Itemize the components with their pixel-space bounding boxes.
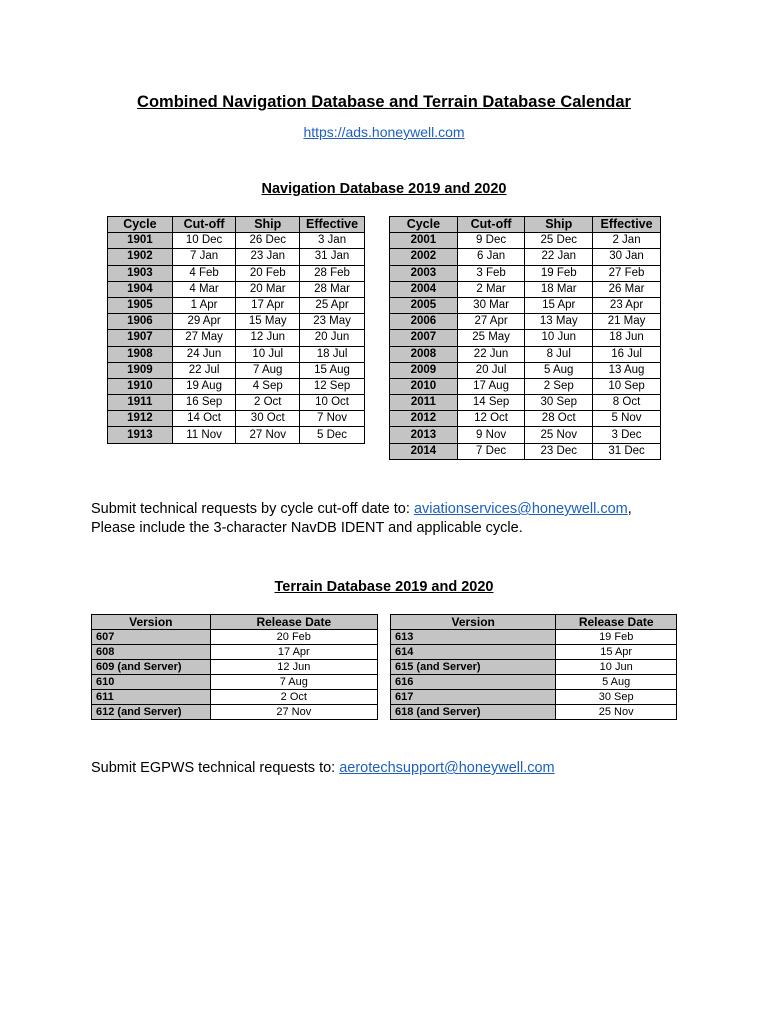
cell-cutoff: 19 Aug xyxy=(172,378,236,394)
cell-cutoff: 29 Apr xyxy=(172,314,236,330)
cell-release-date: 19 Feb xyxy=(556,630,677,645)
cell-cutoff: 17 Aug xyxy=(457,378,525,394)
table-row xyxy=(390,395,661,411)
table-row xyxy=(108,346,365,362)
cell-cycle: 1907 xyxy=(108,330,173,346)
cell-effective: 25 Apr xyxy=(300,297,365,313)
cell-effective: 3 Dec xyxy=(593,427,661,443)
cell-cycle: 2003 xyxy=(390,265,458,281)
cell-version: 613 xyxy=(391,630,556,645)
table-row xyxy=(92,645,378,660)
nav-2019-header-row xyxy=(108,217,365,233)
header-effective: Effective xyxy=(300,217,365,233)
cell-cutoff: 1 Apr xyxy=(172,297,236,313)
table-row xyxy=(92,675,378,690)
cell-effective: 10 Oct xyxy=(300,395,365,411)
header-cutoff: Cut-off xyxy=(172,217,236,233)
cell-release-date: 25 Nov xyxy=(556,705,677,720)
cell-cycle: 2012 xyxy=(390,411,458,427)
cell-effective: 12 Sep xyxy=(300,378,365,394)
header-version: Version xyxy=(391,615,556,630)
terrain-2019-header-row xyxy=(92,615,378,630)
cell-effective: 31 Dec xyxy=(593,443,661,459)
aerotechsupport-email-link[interactable]: aerotechsupport@honeywell.com xyxy=(339,760,555,776)
table-row xyxy=(390,249,661,265)
cell-ship: 10 Jun xyxy=(525,330,593,346)
cell-cycle: 2009 xyxy=(390,362,458,378)
cell-cutoff: 25 May xyxy=(457,330,525,346)
cell-cycle: 1908 xyxy=(108,346,173,362)
cell-cycle: 1901 xyxy=(108,233,173,249)
cell-cycle: 1904 xyxy=(108,281,173,297)
table-row xyxy=(108,395,365,411)
cell-version: 609 (and Server) xyxy=(92,660,211,675)
cell-ship: 30 Sep xyxy=(525,395,593,411)
cell-ship: 17 Apr xyxy=(236,297,300,313)
table-row xyxy=(391,630,677,645)
table-row xyxy=(390,314,661,330)
cell-ship: 20 Mar xyxy=(236,281,300,297)
cell-ship: 2 Sep xyxy=(525,378,593,394)
cell-cutoff: 4 Mar xyxy=(172,281,236,297)
table-row xyxy=(108,249,365,265)
table-row xyxy=(390,411,661,427)
cell-effective: 10 Sep xyxy=(593,378,661,394)
table-row xyxy=(108,233,365,249)
header-release-date: Release Date xyxy=(210,615,377,630)
cell-effective: 26 Mar xyxy=(593,281,661,297)
header-release-date: Release Date xyxy=(556,615,677,630)
header-cycle: Cycle xyxy=(108,217,173,233)
nav-2020-table xyxy=(389,216,661,460)
cell-effective: 28 Feb xyxy=(300,265,365,281)
cell-cutoff: 27 Apr xyxy=(457,314,525,330)
header-ship: Ship xyxy=(236,217,300,233)
table-row xyxy=(391,705,677,720)
cell-cycle: 2011 xyxy=(390,395,458,411)
terrain-2020-header-row xyxy=(391,615,677,630)
table-row xyxy=(108,362,365,378)
cell-version: 618 (and Server) xyxy=(391,705,556,720)
table-row xyxy=(108,314,365,330)
cell-ship: 12 Jun xyxy=(236,330,300,346)
cell-ship: 27 Nov xyxy=(236,427,300,443)
table-row xyxy=(108,411,365,427)
cell-effective: 18 Jun xyxy=(593,330,661,346)
cell-effective: 21 May xyxy=(593,314,661,330)
cell-effective: 8 Oct xyxy=(593,395,661,411)
nav-section-title: Navigation Database 2019 and 2020 xyxy=(261,181,507,197)
cell-release-date: 15 Apr xyxy=(556,645,677,660)
cell-cycle: 2010 xyxy=(390,378,458,394)
table-row xyxy=(391,660,677,675)
cell-effective: 16 Jul xyxy=(593,346,661,362)
cell-cycle: 1912 xyxy=(108,411,173,427)
cell-effective: 5 Dec xyxy=(300,427,365,443)
cell-effective: 5 Nov xyxy=(593,411,661,427)
cell-cutoff: 10 Dec xyxy=(172,233,236,249)
header-cycle: Cycle xyxy=(390,217,458,233)
cell-cutoff: 30 Mar xyxy=(457,297,525,313)
cell-cycle: 1902 xyxy=(108,249,173,265)
terrain-2019-table xyxy=(91,614,378,720)
nav-2019-table xyxy=(107,216,365,444)
table-row xyxy=(108,378,365,394)
cell-ship: 22 Jan xyxy=(525,249,593,265)
cell-cycle: 2004 xyxy=(390,281,458,297)
table-row xyxy=(390,346,661,362)
cell-effective: 23 May xyxy=(300,314,365,330)
cell-cycle: 1911 xyxy=(108,395,173,411)
cell-ship: 23 Dec xyxy=(525,443,593,459)
cell-cutoff: 3 Feb xyxy=(457,265,525,281)
cell-cutoff: 14 Oct xyxy=(172,411,236,427)
cell-cutoff: 9 Nov xyxy=(457,427,525,443)
cell-effective: 27 Feb xyxy=(593,265,661,281)
cell-ship: 25 Dec xyxy=(525,233,593,249)
cell-ship: 15 Apr xyxy=(525,297,593,313)
cell-cutoff: 16 Sep xyxy=(172,395,236,411)
cell-cutoff: 24 Jun xyxy=(172,346,236,362)
table-row xyxy=(390,330,661,346)
table-row xyxy=(108,427,365,443)
cell-version: 608 xyxy=(92,645,211,660)
cell-effective: 2 Jan xyxy=(593,233,661,249)
cell-ship: 4 Sep xyxy=(236,378,300,394)
cell-release-date: 17 Apr xyxy=(210,645,377,660)
nav-submit-text: Submit technical requests by cycle cut-off date to: xyxy=(91,501,414,517)
egpws-submit-text: Submit EGPWS technical requests to: xyxy=(91,760,340,776)
cell-cutoff: 9 Dec xyxy=(457,233,525,249)
cell-version: 610 xyxy=(92,675,211,690)
table-row xyxy=(108,330,365,346)
cell-cutoff: 7 Jan xyxy=(172,249,236,265)
cell-cycle: 1909 xyxy=(108,362,173,378)
table-row xyxy=(390,443,661,459)
cell-cycle: 1913 xyxy=(108,427,173,443)
cell-ship: 10 Jul xyxy=(236,346,300,362)
cell-cutoff: 11 Nov xyxy=(172,427,236,443)
egpws-submit-paragraph xyxy=(91,759,555,778)
cell-ship: 19 Feb xyxy=(525,265,593,281)
cell-release-date: 12 Jun xyxy=(210,660,377,675)
cell-ship: 25 Nov xyxy=(525,427,593,443)
cell-ship: 2 Oct xyxy=(236,395,300,411)
cell-ship: 5 Aug xyxy=(525,362,593,378)
cell-effective: 23 Apr xyxy=(593,297,661,313)
cell-cutoff: 22 Jul xyxy=(172,362,236,378)
cell-release-date: 27 Nov xyxy=(210,705,377,720)
cell-ship: 20 Feb xyxy=(236,265,300,281)
table-row xyxy=(92,660,378,675)
nav-submit-comma: , xyxy=(627,501,632,517)
table-row xyxy=(390,265,661,281)
cell-ship: 18 Mar xyxy=(525,281,593,297)
cell-ship: 7 Aug xyxy=(236,362,300,378)
table-row xyxy=(391,690,677,705)
cell-version: 617 xyxy=(391,690,556,705)
cell-ship: 28 Oct xyxy=(525,411,593,427)
cell-release-date: 30 Sep xyxy=(556,690,677,705)
cell-release-date: 10 Jun xyxy=(556,660,677,675)
header-effective: Effective xyxy=(593,217,661,233)
header-ship: Ship xyxy=(525,217,593,233)
cell-release-date: 5 Aug xyxy=(556,675,677,690)
cell-cutoff: 12 Oct xyxy=(457,411,525,427)
cell-ship: 8 Jul xyxy=(525,346,593,362)
terrain-2020-table xyxy=(390,614,677,720)
cell-cutoff: 20 Jul xyxy=(457,362,525,378)
website-row xyxy=(0,124,768,140)
table-row xyxy=(391,675,677,690)
cell-version: 614 xyxy=(391,645,556,660)
cell-effective: 3 Jan xyxy=(300,233,365,249)
cell-cycle: 2001 xyxy=(390,233,458,249)
nav-submit-line1 xyxy=(91,500,632,519)
cell-cycle: 2002 xyxy=(390,249,458,265)
cell-ship: 13 May xyxy=(525,314,593,330)
table-row xyxy=(391,645,677,660)
table-row xyxy=(108,297,365,313)
cell-effective: 28 Mar xyxy=(300,281,365,297)
table-row xyxy=(92,705,378,720)
table-row xyxy=(390,362,661,378)
cell-ship: 26 Dec xyxy=(236,233,300,249)
cell-effective: 13 Aug xyxy=(593,362,661,378)
cell-cutoff: 22 Jun xyxy=(457,346,525,362)
cell-cutoff: 4 Feb xyxy=(172,265,236,281)
header-cutoff: Cut-off xyxy=(457,217,525,233)
cell-version: 616 xyxy=(391,675,556,690)
cell-release-date: 20 Feb xyxy=(210,630,377,645)
cell-ship: 15 May xyxy=(236,314,300,330)
cell-release-date: 2 Oct xyxy=(210,690,377,705)
cell-cycle: 2014 xyxy=(390,443,458,459)
nav-2020-header-row xyxy=(390,217,661,233)
table-row xyxy=(390,378,661,394)
cell-effective: 15 Aug xyxy=(300,362,365,378)
cell-cutoff: 2 Mar xyxy=(457,281,525,297)
cell-cutoff: 14 Sep xyxy=(457,395,525,411)
cell-release-date: 7 Aug xyxy=(210,675,377,690)
cell-cycle: 2007 xyxy=(390,330,458,346)
cell-ship: 23 Jan xyxy=(236,249,300,265)
table-row xyxy=(108,265,365,281)
nav-submit-line2: Please include the 3-character NavDB IDENT and applicable cycle. xyxy=(91,520,523,536)
cell-effective: 30 Jan xyxy=(593,249,661,265)
table-row xyxy=(108,281,365,297)
header-version: Version xyxy=(92,615,211,630)
cell-cycle: 2013 xyxy=(390,427,458,443)
table-row xyxy=(390,427,661,443)
table-row xyxy=(92,690,378,705)
cell-cutoff: 27 May xyxy=(172,330,236,346)
cell-cycle: 1903 xyxy=(108,265,173,281)
cell-version: 615 (and Server) xyxy=(391,660,556,675)
cell-version: 607 xyxy=(92,630,211,645)
cell-version: 611 xyxy=(92,690,211,705)
aviationservices-email-link[interactable]: aviationservices@honeywell.com xyxy=(413,501,628,517)
website-link[interactable]: https://ads.honeywell.com xyxy=(303,124,465,140)
cell-cutoff: 7 Dec xyxy=(457,443,525,459)
table-row xyxy=(390,297,661,313)
table-row xyxy=(390,233,661,249)
cell-ship: 30 Oct xyxy=(236,411,300,427)
cell-cutoff: 6 Jan xyxy=(457,249,525,265)
page-title: Combined Navigation Database and Terrain Database Calendar xyxy=(137,93,631,111)
cell-effective: 20 Jun xyxy=(300,330,365,346)
cell-cycle: 1905 xyxy=(108,297,173,313)
cell-cycle: 2005 xyxy=(390,297,458,313)
cell-cycle: 1906 xyxy=(108,314,173,330)
table-row xyxy=(390,281,661,297)
cell-effective: 18 Jul xyxy=(300,346,365,362)
cell-effective: 31 Jan xyxy=(300,249,365,265)
cell-cycle: 2008 xyxy=(390,346,458,362)
terrain-section-title: Terrain Database 2019 and 2020 xyxy=(274,579,494,595)
cell-version: 612 (and Server) xyxy=(92,705,211,720)
cell-cycle: 2006 xyxy=(390,314,458,330)
table-row xyxy=(92,630,378,645)
nav-submit-paragraph xyxy=(91,500,632,538)
cell-cycle: 1910 xyxy=(108,378,173,394)
cell-effective: 7 Nov xyxy=(300,411,365,427)
